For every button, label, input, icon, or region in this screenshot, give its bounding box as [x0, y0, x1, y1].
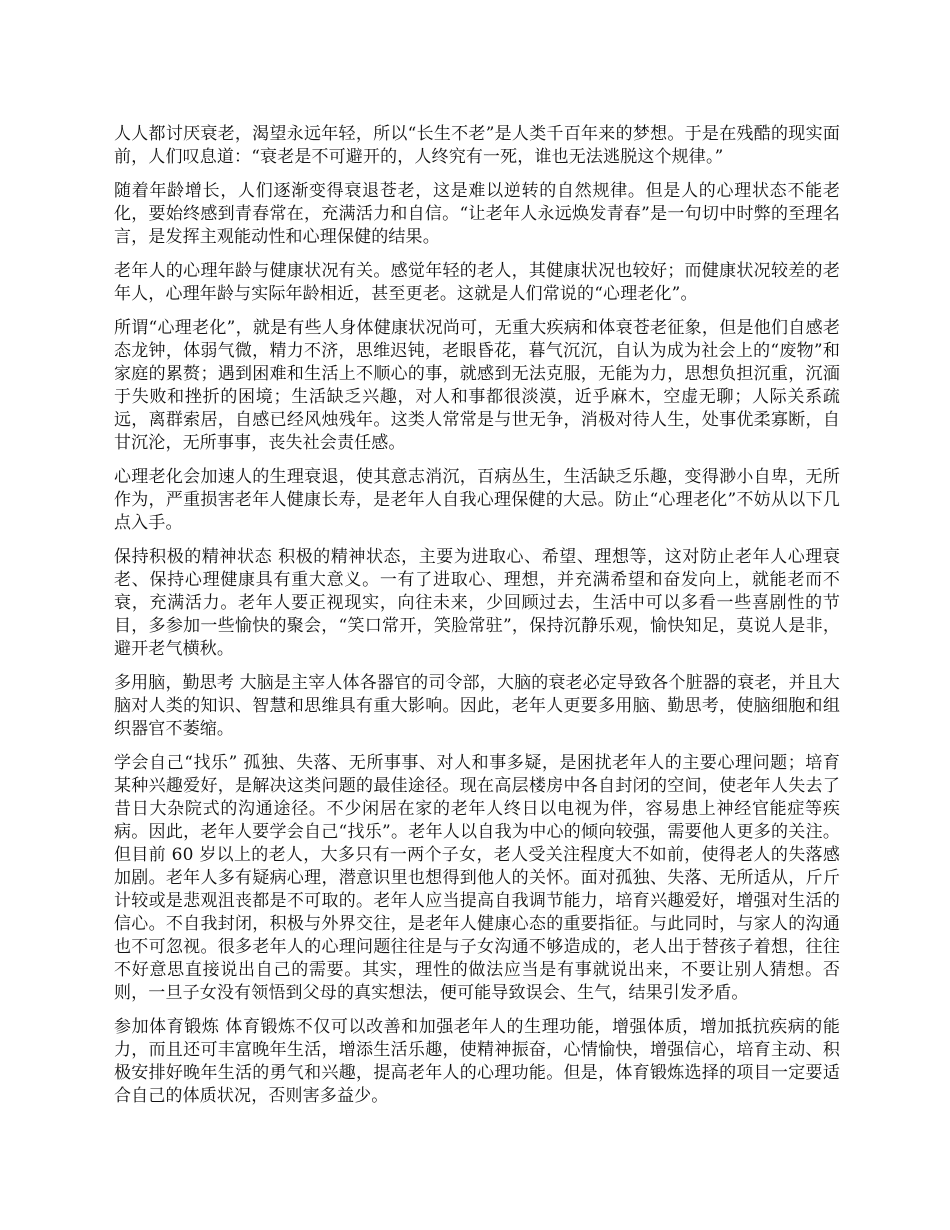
paragraph: 多用脑，勤思考 大脑是主宰人体各器官的司令部，大脑的衰老必定导致各个脏器的衰老，并且大脑对人类的知识、智慧和思维具有重大影响。因此，老年人更要多用脑、勤思考，使脑细胞和组织器官不萎缩。: [114, 673, 840, 739]
paragraph: 随着年龄增长，人们逐渐变得衰退苍老，这是难以逆转的自然规律。但是人的心理状态不能老化，要始终感到青春常在，充满活力和自信。“让老年人永远焕发青春”是一句切中时弊的至理名言，是发挥主观能动性和心理保健的结果。: [114, 181, 840, 247]
paragraph: 参加体育锻炼 体育锻炼不仅可以改善和加强老年人的生理功能，增强体质，增加抵抗疾病的能力，而且还可丰富晚年生活，增添生活乐趣，使精神振奋，心情愉快，增强信心，培育主动、积极安排好晚年生活的勇气和兴趣，提高老年人的心理功能。但是，体育锻炼选择的项目一定要适合自己的体质状况，否则害多益少。: [114, 1017, 840, 1106]
paragraph: 所谓“心理老化”，就是有些人身体健康状况尚可，无重大疾病和体衰苍老征象，但是他们自感老态龙钟，体弱气微，精力不济，思维迟钝，老眼昏花，暮气沉沉，自认为成为社会上的“废物”和家庭的累赘；遇到困难和生活上不顺心的事，就感到无法克服，无能为力，思想负担沉重，沉湎于失败和挫折的困境；生活缺乏兴趣，对人和事都很淡漠，近乎麻木，空虚无聊；人际关系疏远，离群索居，自感已经风烛残年。这类人常常是与世无争，消极对待人生，处事优柔寡断，自甘沉沦，无所事事，丧失社会责任感。: [114, 318, 840, 453]
paragraph: 人人都讨厌衰老，渴望永远年轻，所以“长生不老”是人类千百年来的梦想。于是在残酷的现实面前，人们叹息道：“衰老是不可避开的，人终究有一死，谁也无法逃脱这个规律。”: [114, 124, 840, 167]
paragraph: 保持积极的精神状态 积极的精神状态，主要为进取心、希望、理想等，这对防止老年人心理衰老、保持心理健康具有重大意义。一有了进取心、理想，并充满希望和奋发向上，就能老而不衰，充满活力。老年人要正视现实，向往未来，少回顾过去，生活中可以多看一些喜剧性的节目，多参加一些愉快的聚会，“笑口常开，笑脸常驻”，保持沉静乐观，愉快知足，莫说人是非，避开老气横秋。: [114, 547, 840, 659]
document-body: [114, 123, 840, 1119]
paragraph: 心理老化会加速人的生理衰退，使其意志消沉，百病丛生，生活缺乏乐趣，变得渺小自卑，无所作为，严重损害老年人健康长寿，是老年人自我心理保健的大忌。防止“心理老化”不妨从以下几点入手。: [114, 467, 840, 533]
paragraph: 学会自己“找乐” 孤独、失落、无所事事、对人和事多疑，是困扰老年人的主要心理问题；培育某种兴趣爱好，是解决这类问题的最佳途径。现在高层楼房中各自封闭的空间，使老年人失去了昔日大杂院式的沟通途径。不少闲居在家的老年人终日以电视为伴，容易患上神经官能症等疾病。因此，老年人要学会自己“找乐”。老年人以自我为中心的倾向较强，需要他人更多的关注。但目前 60 岁以上的老人，大多只有一两个子女，老人受关注程度大不如前，使得老人的失落感加剧。老年人多有疑病心理，潜意识里也想得到他人的关怀。面对孤独、失落、无所适从，斤斤计较或是悲观沮丧都是不可取的。老年人应当提高自我调节能力，培育兴趣爱好，增强对生活的信心。不自我封闭，积极与外界交往，是老年人健康心态的重要指征。与此同时，与家人的沟通也不可忽视。很多老年人的心理问题往往是与子女沟通不够造成的，老人出于替孩子着想，往往不好意思直接说出自己的需要。其实，理性的做法应当是有事就说出来，不要让别人猜想。否则，一旦子女没有领悟到父母的真实想法，便可能导致误会、生气，结果引发矛盾。: [114, 753, 840, 1003]
paragraph: 老年人的心理年龄与健康状况有关。感觉年轻的老人，其健康状况也较好；而健康状况较差的老年人，心理年龄与实际年龄相近，甚至更老。这就是人们常说的“心理老化”。: [114, 261, 840, 304]
